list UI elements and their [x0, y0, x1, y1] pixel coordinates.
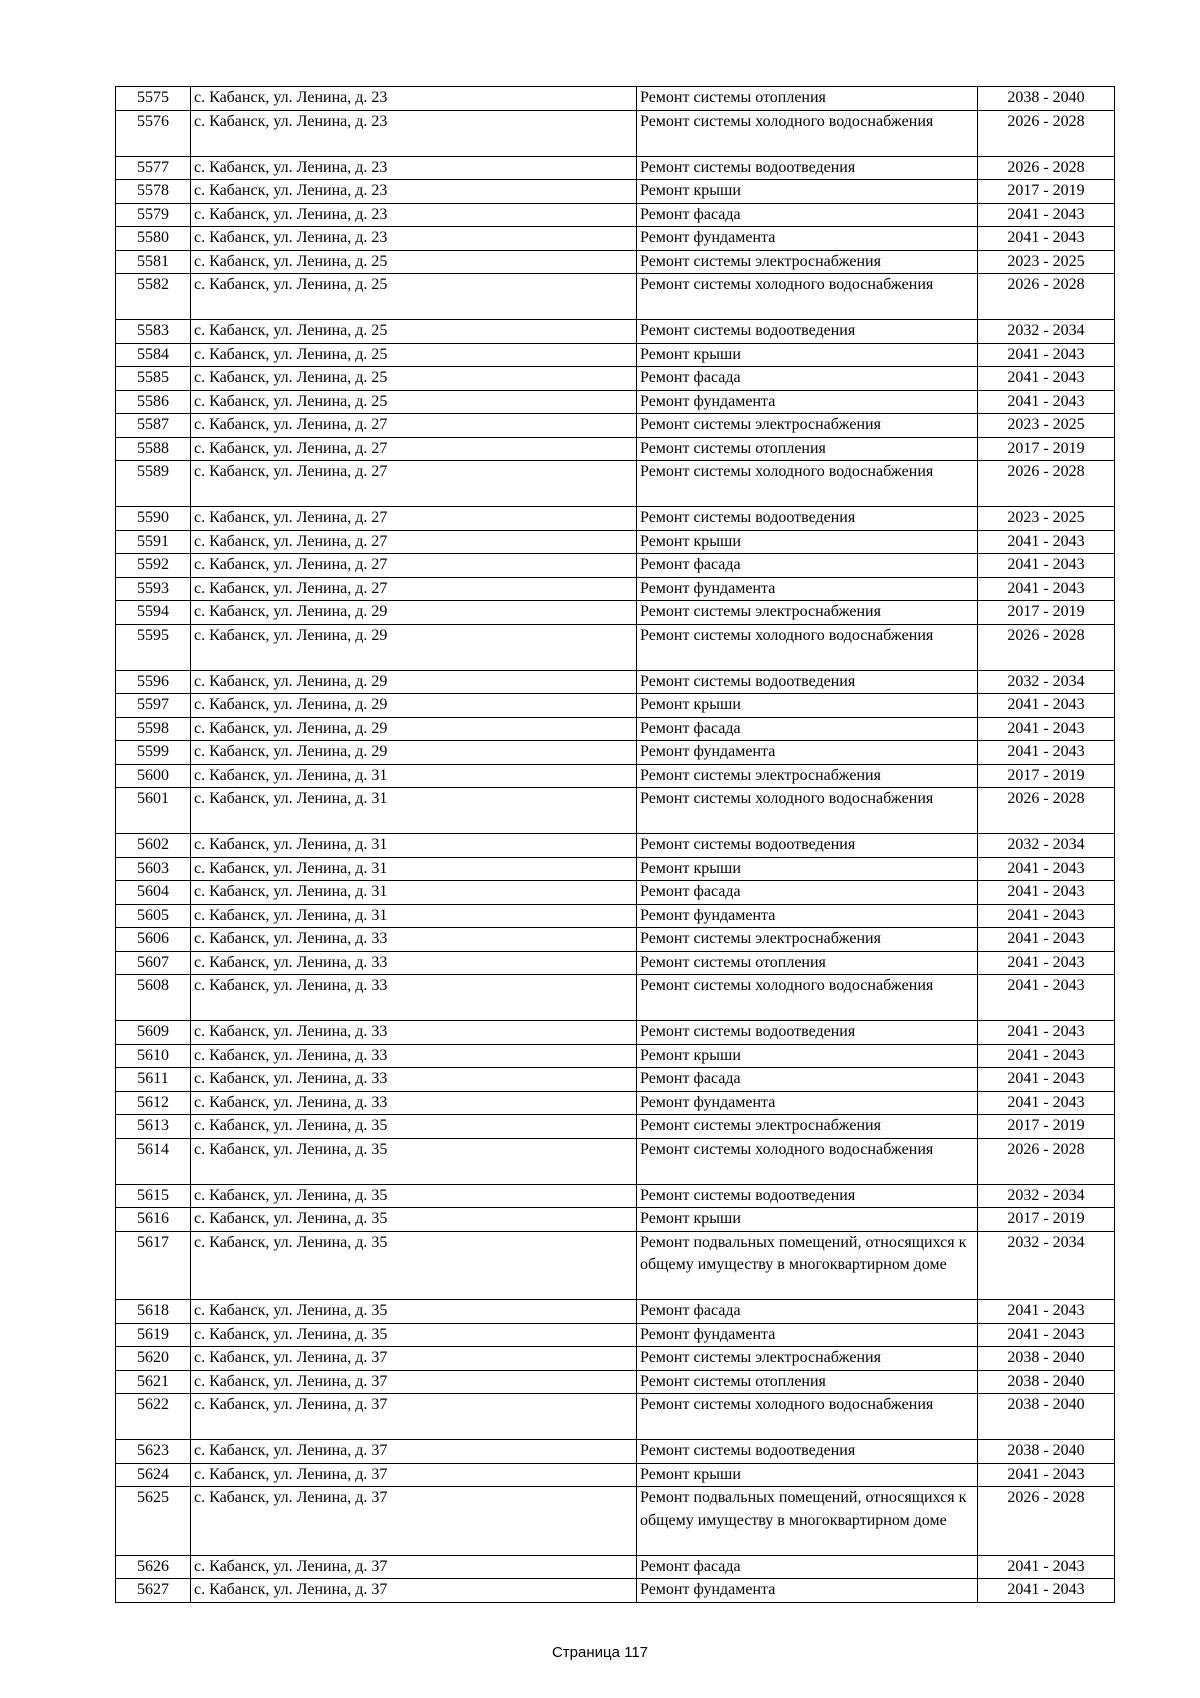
work-type-cell: Ремонт крыши	[637, 694, 978, 718]
address-cell: с. Кабанск, ул. Ленина, д. 23	[191, 87, 637, 111]
row-number-cell: 5615	[116, 1184, 191, 1208]
table-row	[116, 1370, 1115, 1394]
work-type-cell: Ремонт фундамента	[637, 227, 978, 251]
work-type-cell: Ремонт крыши	[637, 1463, 978, 1487]
work-type-cell: Ремонт фундамента	[637, 390, 978, 414]
work-type-cell: Ремонт фасада	[637, 554, 978, 578]
row-number-cell: 5583	[116, 320, 191, 344]
address-cell: с. Кабанск, ул. Ленина, д. 23	[191, 203, 637, 227]
row-number-cell: 5617	[116, 1231, 191, 1300]
row-number-cell: 5592	[116, 554, 191, 578]
address-cell: с. Кабанск, ул. Ленина, д. 31	[191, 788, 637, 834]
work-type-cell: Ремонт системы холодного водоснабжения	[637, 274, 978, 320]
work-type-cell: Ремонт крыши	[637, 180, 978, 204]
period-cell: 2041 - 2043	[978, 367, 1115, 391]
row-number-cell: 5597	[116, 694, 191, 718]
address-cell: с. Кабанск, ул. Ленина, д. 27	[191, 507, 637, 531]
period-cell: 2017 - 2019	[978, 1115, 1115, 1139]
row-number-cell: 5579	[116, 203, 191, 227]
table-row	[116, 788, 1115, 834]
table-body	[116, 87, 1115, 1603]
work-type-cell: Ремонт фасада	[637, 717, 978, 741]
work-type-cell: Ремонт системы холодного водоснабжения	[637, 788, 978, 834]
address-cell: с. Кабанск, ул. Ленина, д. 33	[191, 1091, 637, 1115]
table-row	[116, 1231, 1115, 1300]
row-number-cell: 5590	[116, 507, 191, 531]
table-row	[116, 1394, 1115, 1440]
period-cell: 2041 - 2043	[978, 1044, 1115, 1068]
address-cell: с. Кабанск, ул. Ленина, д. 37	[191, 1440, 637, 1464]
work-type-cell: Ремонт фундамента	[637, 1091, 978, 1115]
work-type-cell: Ремонт системы отопления	[637, 437, 978, 461]
table-row	[116, 857, 1115, 881]
period-cell: 2026 - 2028	[978, 110, 1115, 156]
table-row	[116, 274, 1115, 320]
page-number: Страница 117	[551, 1644, 649, 1661]
table-row	[116, 624, 1115, 670]
table-row	[116, 1579, 1115, 1603]
table-row	[116, 156, 1115, 180]
row-number-cell: 5599	[116, 741, 191, 765]
work-type-cell: Ремонт фасада	[637, 367, 978, 391]
table-row	[116, 390, 1115, 414]
work-type-cell: Ремонт фасада	[637, 1555, 978, 1579]
period-cell: 2038 - 2040	[978, 87, 1115, 111]
table-row	[116, 180, 1115, 204]
work-type-cell: Ремонт системы водоотведения	[637, 670, 978, 694]
period-cell: 2017 - 2019	[978, 437, 1115, 461]
work-type-cell: Ремонт системы электроснабжения	[637, 928, 978, 952]
table-row	[116, 227, 1115, 251]
work-type-cell: Ремонт системы отопления	[637, 87, 978, 111]
address-cell: с. Кабанск, ул. Ленина, д. 23	[191, 156, 637, 180]
row-number-cell: 5576	[116, 110, 191, 156]
table-row	[116, 928, 1115, 952]
row-number-cell: 5603	[116, 857, 191, 881]
address-cell: с. Кабанск, ул. Ленина, д. 37	[191, 1463, 637, 1487]
row-number-cell: 5589	[116, 461, 191, 507]
row-number-cell: 5588	[116, 437, 191, 461]
table-row	[116, 717, 1115, 741]
period-cell: 2041 - 2043	[978, 857, 1115, 881]
work-type-cell: Ремонт системы холодного водоснабжения	[637, 975, 978, 1021]
work-type-cell: Ремонт системы водоотведения	[637, 156, 978, 180]
table-row	[116, 250, 1115, 274]
table-row	[116, 437, 1115, 461]
address-cell: с. Кабанск, ул. Ленина, д. 23	[191, 110, 637, 156]
row-number-cell: 5602	[116, 834, 191, 858]
address-cell: с. Кабанск, ул. Ленина, д. 31	[191, 881, 637, 905]
period-cell: 2041 - 2043	[978, 975, 1115, 1021]
work-type-cell: Ремонт фасада	[637, 203, 978, 227]
row-number-cell: 5626	[116, 1555, 191, 1579]
table-row	[116, 343, 1115, 367]
work-type-cell: Ремонт системы электроснабжения	[637, 250, 978, 274]
row-number-cell: 5601	[116, 788, 191, 834]
work-type-cell: Ремонт системы водоотведения	[637, 507, 978, 531]
address-cell: с. Кабанск, ул. Ленина, д. 27	[191, 554, 637, 578]
period-cell: 2041 - 2043	[978, 951, 1115, 975]
address-cell: с. Кабанск, ул. Ленина, д. 29	[191, 741, 637, 765]
address-cell: с. Кабанск, ул. Ленина, д. 25	[191, 274, 637, 320]
work-type-cell: Ремонт системы электроснабжения	[637, 764, 978, 788]
row-number-cell: 5604	[116, 881, 191, 905]
address-cell: с. Кабанск, ул. Ленина, д. 29	[191, 601, 637, 625]
period-cell: 2026 - 2028	[978, 156, 1115, 180]
period-cell: 2041 - 2043	[978, 694, 1115, 718]
address-cell: с. Кабанск, ул. Ленина, д. 37	[191, 1370, 637, 1394]
period-cell: 2041 - 2043	[978, 1300, 1115, 1324]
work-type-cell: Ремонт системы электроснабжения	[637, 1347, 978, 1371]
row-number-cell: 5627	[116, 1579, 191, 1603]
table-row	[116, 367, 1115, 391]
period-cell: 2017 - 2019	[978, 1208, 1115, 1232]
address-cell: с. Кабанск, ул. Ленина, д. 29	[191, 717, 637, 741]
table-row	[116, 1115, 1115, 1139]
address-cell: с. Кабанск, ул. Ленина, д. 25	[191, 343, 637, 367]
work-type-cell: Ремонт крыши	[637, 530, 978, 554]
address-cell: с. Кабанск, ул. Ленина, д. 37	[191, 1394, 637, 1440]
table-row	[116, 1044, 1115, 1068]
period-cell: 2041 - 2043	[978, 390, 1115, 414]
period-cell: 2041 - 2043	[978, 904, 1115, 928]
address-cell: с. Кабанск, ул. Ленина, д. 33	[191, 975, 637, 1021]
work-type-cell: Ремонт системы водоотведения	[637, 1021, 978, 1045]
period-cell: 2026 - 2028	[978, 274, 1115, 320]
row-number-cell: 5577	[116, 156, 191, 180]
work-type-cell: Ремонт фундамента	[637, 1579, 978, 1603]
row-number-cell: 5608	[116, 975, 191, 1021]
table-row	[116, 1300, 1115, 1324]
work-type-cell: Ремонт системы водоотведения	[637, 320, 978, 344]
address-cell: с. Кабанск, ул. Ленина, д. 35	[191, 1208, 637, 1232]
address-cell: с. Кабанск, ул. Ленина, д. 25	[191, 250, 637, 274]
period-cell: 2038 - 2040	[978, 1440, 1115, 1464]
address-cell: с. Кабанск, ул. Ленина, д. 27	[191, 530, 637, 554]
row-number-cell: 5607	[116, 951, 191, 975]
address-cell: с. Кабанск, ул. Ленина, д. 37	[191, 1347, 637, 1371]
work-type-cell: Ремонт фундамента	[637, 577, 978, 601]
table-row	[116, 741, 1115, 765]
period-cell: 2041 - 2043	[978, 554, 1115, 578]
period-cell: 2041 - 2043	[978, 577, 1115, 601]
address-cell: с. Кабанск, ул. Ленина, д. 33	[191, 1021, 637, 1045]
work-type-cell: Ремонт подвальных помещений, относящихся к общему имуществу в многоквартирном доме	[637, 1231, 978, 1300]
period-cell: 2023 - 2025	[978, 507, 1115, 531]
address-cell: с. Кабанск, ул. Ленина, д. 31	[191, 764, 637, 788]
table-row	[116, 764, 1115, 788]
period-cell: 2026 - 2028	[978, 788, 1115, 834]
row-number-cell: 5606	[116, 928, 191, 952]
address-cell: с. Кабанск, ул. Ленина, д. 29	[191, 670, 637, 694]
row-number-cell: 5580	[116, 227, 191, 251]
row-number-cell: 5586	[116, 390, 191, 414]
table-row	[116, 1208, 1115, 1232]
table-row	[116, 1463, 1115, 1487]
row-number-cell: 5610	[116, 1044, 191, 1068]
work-type-cell: Ремонт системы электроснабжения	[637, 1115, 978, 1139]
work-type-cell: Ремонт крыши	[637, 343, 978, 367]
row-number-cell: 5600	[116, 764, 191, 788]
period-cell: 2041 - 2043	[978, 203, 1115, 227]
address-cell: с. Кабанск, ул. Ленина, д. 25	[191, 320, 637, 344]
row-number-cell: 5623	[116, 1440, 191, 1464]
period-cell: 2032 - 2034	[978, 670, 1115, 694]
address-cell: с. Кабанск, ул. Ленина, д. 27	[191, 461, 637, 507]
period-cell: 2017 - 2019	[978, 601, 1115, 625]
row-number-cell: 5596	[116, 670, 191, 694]
period-cell: 2041 - 2043	[978, 928, 1115, 952]
row-number-cell: 5616	[116, 1208, 191, 1232]
table-row	[116, 507, 1115, 531]
row-number-cell: 5575	[116, 87, 191, 111]
work-type-cell: Ремонт системы электроснабжения	[637, 601, 978, 625]
address-cell: с. Кабанск, ул. Ленина, д. 23	[191, 180, 637, 204]
address-cell: с. Кабанск, ул. Ленина, д. 35	[191, 1115, 637, 1139]
address-cell: с. Кабанск, ул. Ленина, д. 33	[191, 1044, 637, 1068]
period-cell: 2041 - 2043	[978, 1555, 1115, 1579]
table-row	[116, 670, 1115, 694]
period-cell: 2017 - 2019	[978, 764, 1115, 788]
period-cell: 2041 - 2043	[978, 1579, 1115, 1603]
period-cell: 2026 - 2028	[978, 1487, 1115, 1556]
period-cell: 2038 - 2040	[978, 1394, 1115, 1440]
row-number-cell: 5619	[116, 1323, 191, 1347]
row-number-cell: 5591	[116, 530, 191, 554]
period-cell: 2041 - 2043	[978, 1068, 1115, 1092]
period-cell: 2041 - 2043	[978, 1091, 1115, 1115]
address-cell: с. Кабанск, ул. Ленина, д. 27	[191, 437, 637, 461]
address-cell: с. Кабанск, ул. Ленина, д. 37	[191, 1555, 637, 1579]
period-cell: 2023 - 2025	[978, 250, 1115, 274]
address-cell: с. Кабанск, ул. Ленина, д. 27	[191, 577, 637, 601]
period-cell: 2026 - 2028	[978, 461, 1115, 507]
table-row	[116, 1555, 1115, 1579]
row-number-cell: 5584	[116, 343, 191, 367]
address-cell: с. Кабанск, ул. Ленина, д. 31	[191, 834, 637, 858]
table-row	[116, 1487, 1115, 1556]
table-row	[116, 110, 1115, 156]
period-cell: 2041 - 2043	[978, 227, 1115, 251]
row-number-cell: 5593	[116, 577, 191, 601]
work-type-cell: Ремонт фундамента	[637, 741, 978, 765]
work-type-cell: Ремонт фасада	[637, 1300, 978, 1324]
row-number-cell: 5595	[116, 624, 191, 670]
row-number-cell: 5612	[116, 1091, 191, 1115]
period-cell: 2038 - 2040	[978, 1370, 1115, 1394]
period-cell: 2041 - 2043	[978, 1323, 1115, 1347]
table-row	[116, 203, 1115, 227]
table-row	[116, 1021, 1115, 1045]
address-cell: с. Кабанск, ул. Ленина, д. 33	[191, 1068, 637, 1092]
address-cell: с. Кабанск, ул. Ленина, д. 37	[191, 1579, 637, 1603]
table-row	[116, 601, 1115, 625]
address-cell: с. Кабанск, ул. Ленина, д. 25	[191, 367, 637, 391]
period-cell: 2041 - 2043	[978, 881, 1115, 905]
period-cell: 2017 - 2019	[978, 180, 1115, 204]
address-cell: с. Кабанск, ул. Ленина, д. 35	[191, 1323, 637, 1347]
table-row	[116, 951, 1115, 975]
address-cell: с. Кабанск, ул. Ленина, д. 31	[191, 857, 637, 881]
period-cell: 2032 - 2034	[978, 834, 1115, 858]
row-number-cell: 5621	[116, 1370, 191, 1394]
work-type-cell: Ремонт системы отопления	[637, 1370, 978, 1394]
table-row	[116, 1347, 1115, 1371]
work-type-cell: Ремонт системы холодного водоснабжения	[637, 624, 978, 670]
address-cell: с. Кабанск, ул. Ленина, д. 25	[191, 390, 637, 414]
period-cell: 2038 - 2040	[978, 1347, 1115, 1371]
work-type-cell: Ремонт крыши	[637, 1044, 978, 1068]
table-row	[116, 1091, 1115, 1115]
period-cell: 2041 - 2043	[978, 741, 1115, 765]
period-cell: 2026 - 2028	[978, 1138, 1115, 1184]
capital-repair-table	[115, 86, 1115, 1603]
table-row	[116, 1323, 1115, 1347]
table-row	[116, 1440, 1115, 1464]
row-number-cell: 5578	[116, 180, 191, 204]
work-type-cell: Ремонт крыши	[637, 1208, 978, 1232]
period-cell: 2041 - 2043	[978, 530, 1115, 554]
table-row	[116, 320, 1115, 344]
period-cell: 2041 - 2043	[978, 1021, 1115, 1045]
work-type-cell: Ремонт системы водоотведения	[637, 834, 978, 858]
table-row	[116, 87, 1115, 111]
work-type-cell: Ремонт системы холодного водоснабжения	[637, 110, 978, 156]
row-number-cell: 5605	[116, 904, 191, 928]
address-cell: с. Кабанск, ул. Ленина, д. 29	[191, 624, 637, 670]
address-cell: с. Кабанск, ул. Ленина, д. 27	[191, 414, 637, 438]
period-cell: 2032 - 2034	[978, 320, 1115, 344]
address-cell: с. Кабанск, ул. Ленина, д. 33	[191, 951, 637, 975]
row-number-cell: 5611	[116, 1068, 191, 1092]
work-type-cell: Ремонт системы водоотведения	[637, 1184, 978, 1208]
row-number-cell: 5582	[116, 274, 191, 320]
table-row	[116, 881, 1115, 905]
work-type-cell: Ремонт фасада	[637, 881, 978, 905]
work-type-cell: Ремонт системы водоотведения	[637, 1440, 978, 1464]
work-type-cell: Ремонт фундамента	[637, 904, 978, 928]
table-row	[116, 1138, 1115, 1184]
table-row	[116, 694, 1115, 718]
work-type-cell: Ремонт фундамента	[637, 1323, 978, 1347]
table-row	[116, 1068, 1115, 1092]
address-cell: с. Кабанск, ул. Ленина, д. 33	[191, 928, 637, 952]
row-number-cell: 5587	[116, 414, 191, 438]
table-row	[116, 414, 1115, 438]
table-row	[116, 1184, 1115, 1208]
work-type-cell: Ремонт подвальных помещений, относящихся к общему имуществу в многоквартирном доме	[637, 1487, 978, 1556]
row-number-cell: 5609	[116, 1021, 191, 1045]
address-cell: с. Кабанск, ул. Ленина, д. 35	[191, 1231, 637, 1300]
period-cell: 2041 - 2043	[978, 343, 1115, 367]
row-number-cell: 5625	[116, 1487, 191, 1556]
row-number-cell: 5613	[116, 1115, 191, 1139]
work-type-cell: Ремонт системы холодного водоснабжения	[637, 1394, 978, 1440]
period-cell: 2032 - 2034	[978, 1184, 1115, 1208]
row-number-cell: 5581	[116, 250, 191, 274]
row-number-cell: 5594	[116, 601, 191, 625]
table-row	[116, 975, 1115, 1021]
address-cell: с. Кабанск, ул. Ленина, д. 35	[191, 1138, 637, 1184]
period-cell: 2026 - 2028	[978, 624, 1115, 670]
work-type-cell: Ремонт системы электроснабжения	[637, 414, 978, 438]
row-number-cell: 5614	[116, 1138, 191, 1184]
address-cell: с. Кабанск, ул. Ленина, д. 35	[191, 1184, 637, 1208]
work-type-cell: Ремонт системы отопления	[637, 951, 978, 975]
row-number-cell: 5598	[116, 717, 191, 741]
period-cell: 2041 - 2043	[978, 717, 1115, 741]
address-cell: с. Кабанск, ул. Ленина, д. 29	[191, 694, 637, 718]
period-cell: 2041 - 2043	[978, 1463, 1115, 1487]
work-type-cell: Ремонт системы холодного водоснабжения	[637, 461, 978, 507]
row-number-cell: 5624	[116, 1463, 191, 1487]
row-number-cell: 5620	[116, 1347, 191, 1371]
period-cell: 2023 - 2025	[978, 414, 1115, 438]
period-cell: 2032 - 2034	[978, 1231, 1115, 1300]
work-type-cell: Ремонт системы холодного водоснабжения	[637, 1138, 978, 1184]
row-number-cell: 5622	[116, 1394, 191, 1440]
table-row	[116, 904, 1115, 928]
address-cell: с. Кабанск, ул. Ленина, д. 31	[191, 904, 637, 928]
table-row	[116, 554, 1115, 578]
table-row	[116, 834, 1115, 858]
address-cell: с. Кабанск, ул. Ленина, д. 35	[191, 1300, 637, 1324]
work-type-cell: Ремонт крыши	[637, 857, 978, 881]
address-cell: с. Кабанск, ул. Ленина, д. 23	[191, 227, 637, 251]
table-row	[116, 577, 1115, 601]
row-number-cell: 5618	[116, 1300, 191, 1324]
work-type-cell: Ремонт фасада	[637, 1068, 978, 1092]
address-cell: с. Кабанск, ул. Ленина, д. 37	[191, 1487, 637, 1556]
row-number-cell: 5585	[116, 367, 191, 391]
table-row	[116, 461, 1115, 507]
table-row	[116, 530, 1115, 554]
